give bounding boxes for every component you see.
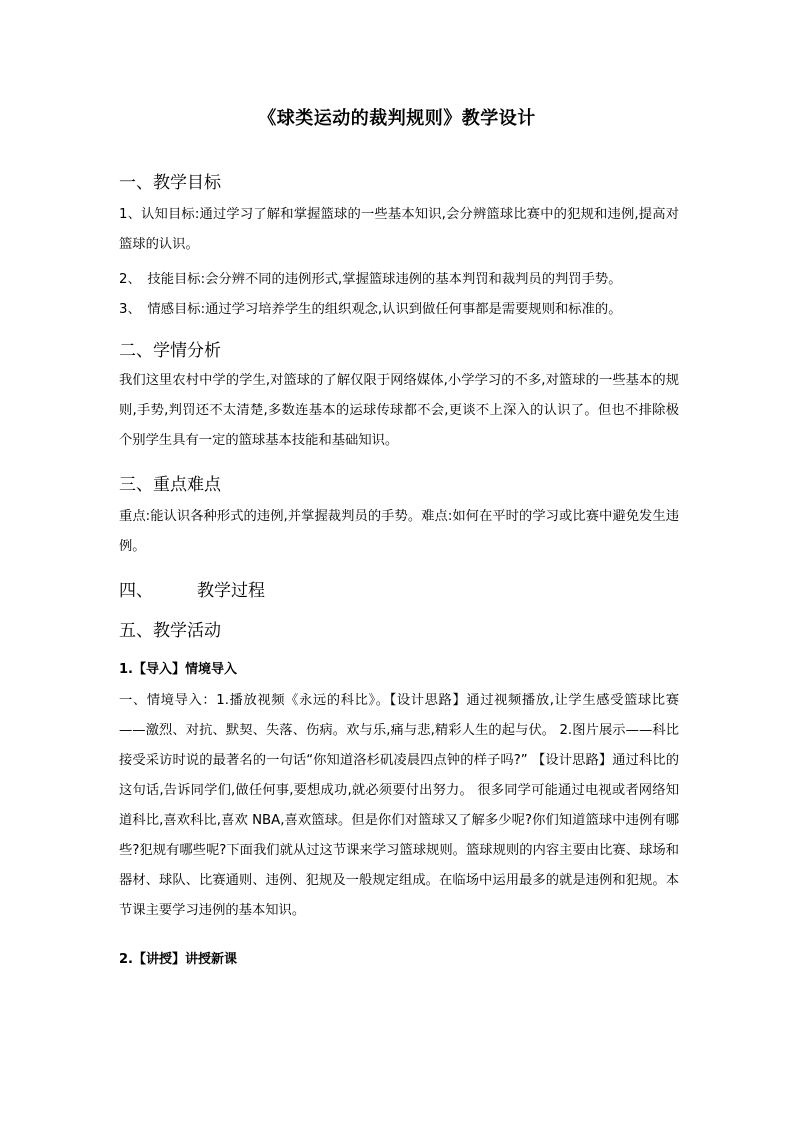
objective-item-emotion: 3、 情感目标:通过学习培养学生的组织观念,认识到做任何事都是需要规则和标准的。 [119,302,622,317]
section-heading-teaching-activities: 五、教学活动 [119,621,221,641]
section-heading-objectives: 一、教学目标 [119,173,221,193]
section-heading-learner-analysis: 二、学情分析 [119,341,221,361]
document-title: 《球类运动的裁判规则》教学设计 [258,108,536,129]
section-heading-teaching-process [119,576,265,601]
section-heading-key-points: 三、重点难点 [119,475,221,495]
key-points-paragraph: 重点:能认识各种形式的违例,并掌握裁判员的手势。难点:如何在平时的学习或比赛中避免发生违例。 [119,509,679,554]
step-title-new-lesson: 2.【讲授】讲授新课 [119,952,237,967]
objective-item-skill: 2、 技能目标:会分辨不同的违例形式,掌握篮球违例的基本判罚和裁判员的判罚手势。 [119,272,622,287]
objective-item-cognitive: 1、认知目标:通过学习了解和掌握篮球的一些基本知识,会分辨篮球比赛中的犯规和违例,提高对篮球的认识。 [119,207,679,252]
introduction-paragraph: 一、情境导入：1.播放视频《永远的科比》。【设计思路】通过视频播放,让学生感受篮球比赛——激烈、对抗、默契、失落、伤病。欢与乐,痛与悲,精彩人生的起与伏。 2.图片展示——科比接受采访时说的最著名的一句话“你知道洛杉矶凌晨四点钟的样子吗?” 【设计思路】通过科比的这句话,告诉同学们,做任何事,要想成功,就必须要付出努力。 很多同学可能通过电视或者网络知道科比,喜欢科比,喜欢 NBA,喜欢篮球。但是你们对篮球又了解多少呢?你们知道篮球中违例有哪些?犯规有哪些呢?下面我们就从过这节课来学习篮球规则。篮球规则的内容主要由比赛、球场和器材、球队、比赛通则、违例、犯规及一般规定组成。在临场中运用最多的就是违例和犯规。本节课主要学习违例的基本知识。 [119,693,679,918]
learner-analysis-paragraph: 我们这里农村中学的学生,对篮球的了解仅限于网络媒体,小学学习的不多,对篮球的一些基本的规则,手势,判罚还不太清楚,多数连基本的运球传球都不会,更谈不上深入的认识了。但也不排除极个别学生具有一定的篮球基本技能和基础知识。 [119,373,679,448]
section-heading-text: 教学过程 [197,581,265,601]
step-title-introduction: 1.【导入】情境导入 [119,662,237,677]
section-number: 四、 [119,581,153,601]
